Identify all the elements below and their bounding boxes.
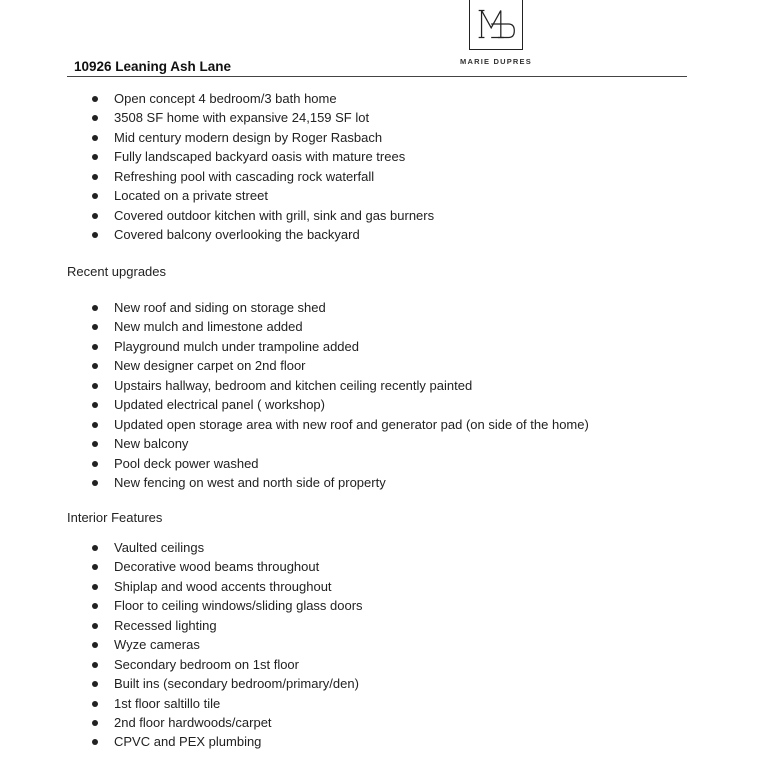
list-item: 2nd floor hardwoods/carpet — [90, 713, 363, 732]
list-item: Updated electrical panel ( workshop) — [90, 395, 589, 414]
list-item: Located on a private street — [90, 186, 434, 205]
list-item: Secondary bedroom on 1st floor — [90, 655, 363, 674]
list-item: CPVC and PEX plumbing — [90, 732, 363, 751]
list-item: New fencing on west and north side of property — [90, 473, 589, 492]
list-item: Fully landscaped backyard oasis with mature trees — [90, 147, 434, 166]
list-item: Covered balcony overlooking the backyard — [90, 225, 434, 244]
brand-name: MARIE DUPRES — [460, 57, 532, 66]
list-item: Built ins (secondary bedroom/primary/den) — [90, 674, 363, 693]
list-item: Wyze cameras — [90, 635, 363, 654]
marie-dupres-logo — [469, 0, 523, 50]
list-item: Mid century modern design by Roger Rasbach — [90, 128, 434, 147]
list-item: Shiplap and wood accents throughout — [90, 577, 363, 596]
list-item: Decorative wood beams throughout — [90, 557, 363, 576]
interior-features-heading: Interior Features — [67, 510, 163, 525]
list-item: 1st floor saltillo tile — [90, 694, 363, 713]
list-item: Floor to ceiling windows/sliding glass doors — [90, 596, 363, 615]
list-item: Updated open storage area with new roof and generator pad (on side of the home) — [90, 415, 589, 434]
list-item: 3508 SF home with expansive 24,159 SF lot — [90, 108, 434, 127]
list-item: Upstairs hallway, bedroom and kitchen ceiling recently painted — [90, 376, 589, 395]
list-item: Pool deck power washed — [90, 454, 589, 473]
list-item: Covered outdoor kitchen with grill, sink and gas burners — [90, 206, 434, 225]
list-item: New roof and siding on storage shed — [90, 298, 589, 317]
upgrades-list — [90, 298, 589, 492]
list-item: Recessed lighting — [90, 616, 363, 635]
header-divider — [67, 76, 687, 77]
interior-features-list — [90, 538, 363, 752]
list-item: Vaulted ceilings — [90, 538, 363, 557]
property-address: 10926 Leaning Ash Lane — [74, 59, 232, 74]
list-item: New balcony — [90, 434, 589, 453]
recent-upgrades-heading: Recent upgrades — [67, 264, 167, 279]
highlights-list — [90, 89, 434, 245]
list-item: New mulch and limestone added — [90, 317, 589, 336]
list-item: Open concept 4 bedroom/3 bath home — [90, 89, 434, 108]
list-item: New designer carpet on 2nd floor — [90, 356, 589, 375]
list-item: Refreshing pool with cascading rock waterfall — [90, 167, 434, 186]
list-item: Playground mulch under trampoline added — [90, 337, 589, 356]
